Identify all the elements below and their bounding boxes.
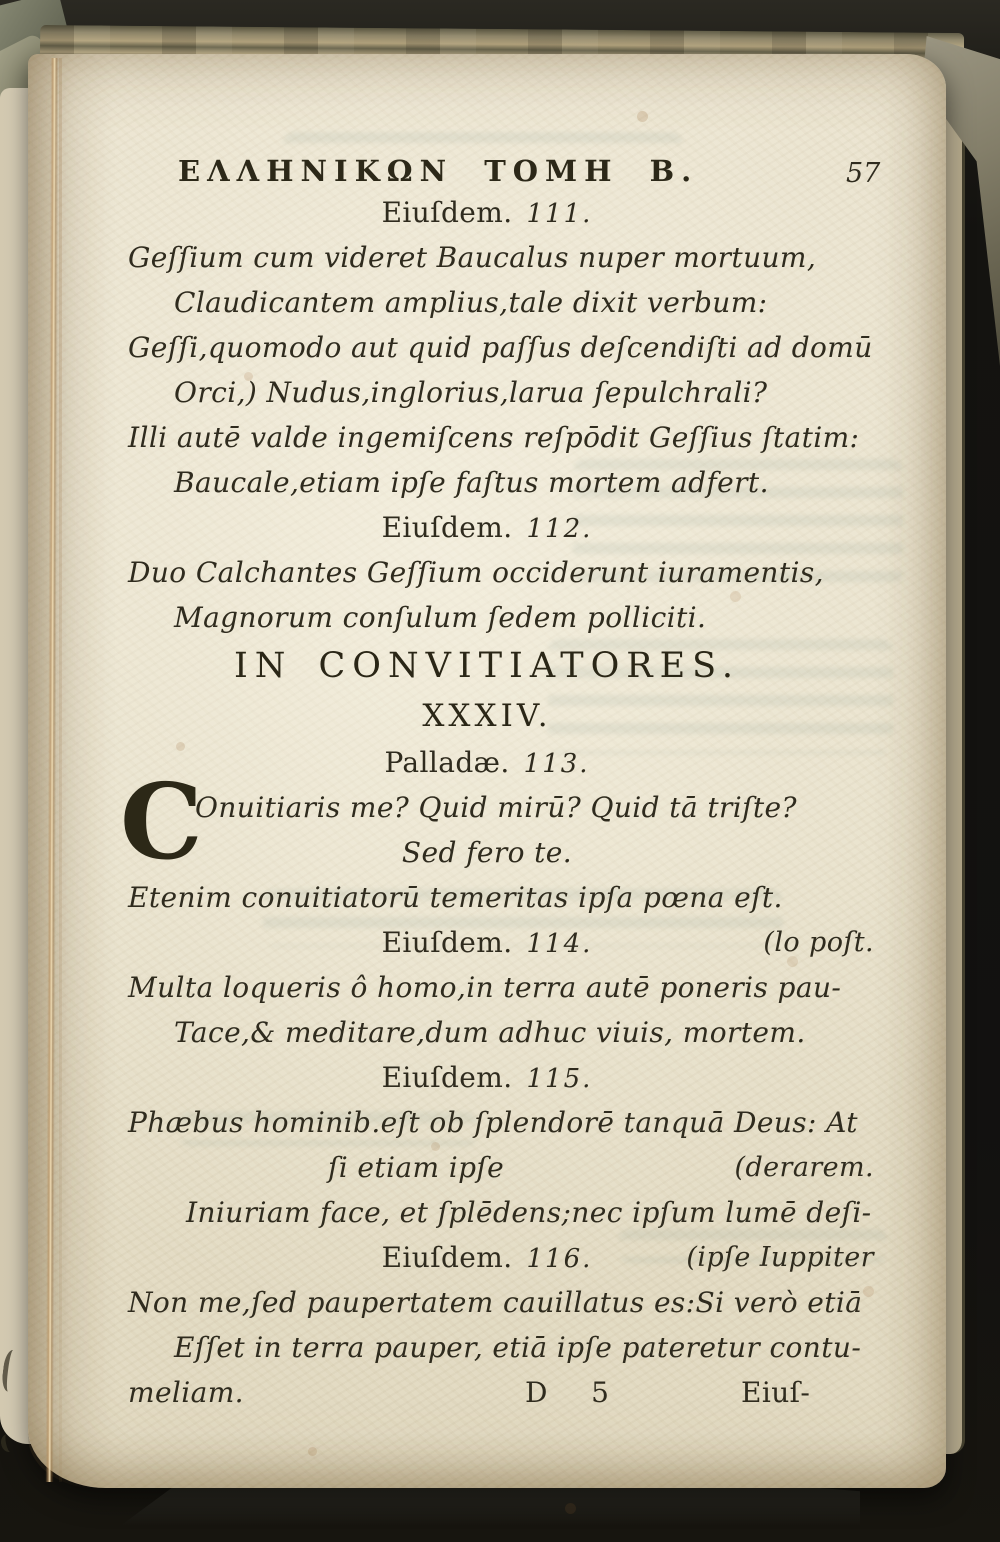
text-line [28,595,946,640]
book-page [28,54,946,1488]
text-line [28,1145,946,1190]
text-line [28,692,946,740]
verse-text: Orci,) Nudus,inglorius,larua ſepulchrali? [174,376,768,409]
verse-text: Onuitiaris me? Quid mirū? Quid tā triſte? [195,791,797,824]
text-line [28,1190,946,1235]
verse-text: meliam. [128,1376,244,1409]
verse-text: Geſſi,quomodo aut quid paſſus deſcendiſti ad domū [128,331,873,364]
foxing-specks [28,54,33,59]
verse-text: Etenim conuitiatorū temeritas ipſa pœna eſt. [128,881,783,914]
verse-text: Baucale,etiam ipſe faſtus mortem adfert. [174,466,769,499]
verse-text: Multa loqueris ô homo,in terra autē poneris pau- [128,971,842,1004]
heading-text: Eiuſdem. [381,1241,513,1274]
text-line [28,190,946,235]
epigram-number: 111. [526,199,593,229]
text-line [28,460,946,505]
text-line [28,1280,946,1325]
text-line [28,965,946,1010]
verse-text: XXXIV. [422,698,552,734]
text-line [28,325,946,370]
verse-text: Iniuriam face, et ſplēdens;nec ipſum lumē deſi- [186,1196,872,1229]
text-line [28,920,946,965]
verse-text: Duo Calchantes Geſſium occiderunt iuramentis, [128,556,824,589]
drop-cap: C [120,760,203,883]
text-line [28,640,946,692]
epigram-number: 116. [526,1244,593,1274]
text-line [28,280,946,325]
epigram-number: 115. [526,1064,593,1094]
text-line [28,550,946,595]
text-line [28,505,946,550]
heading-text: Eiuſdem. [381,1061,513,1094]
verse-text: Geſſium cum videret Baucalus nuper mortuum, [128,241,817,274]
signature-mark: D 5 [525,1376,610,1409]
verse-text: Sed fero te. [401,836,573,869]
facing-page-mark [1,1349,23,1393]
text-line [28,1325,946,1370]
heading-text: Eiuſdem. [381,511,513,544]
heading-text: Eiuſdem. [381,926,513,959]
text-line [28,1235,946,1280]
text-line [28,415,946,460]
side-note: (lo poſt. [763,927,874,958]
text-line [28,1100,946,1145]
epigram-number: 114. [526,929,593,959]
side-note: (ipſe Iuppiter [686,1242,874,1273]
heading-text: Eiuſdem. [381,196,513,229]
facing-page-mark [0,1433,18,1454]
verse-text: Non me,ſed paupertatem cauillatus es:Si verò etiā [128,1286,863,1319]
verse-text: Claudicantem amplius,tale dixit verbum: [174,286,768,319]
verse-text: Illi autē valde ingemiſcens reſpōdit Geſſius ſtatim: [128,421,860,454]
text-line [28,1055,946,1100]
page-number: 57 [846,158,881,189]
verse-text: ſi etiam ipſe [328,1151,505,1184]
text-line [28,1370,946,1415]
verse-text: Magnorum conſulum ſedem polliciti. [174,601,707,634]
text-line [28,1010,946,1055]
side-note: (derarem. [734,1152,874,1183]
verse-text: Phæbus hominib.eſt ob ſplendorē tanquā Deus: At [128,1106,858,1139]
verse-text: Eſſet in terra pauper, etiā ipſe pateretur contu- [174,1331,862,1364]
catchword: Eiuſ- [741,1376,811,1409]
text-line [28,235,946,280]
heading-text: Palladæ. [384,746,510,779]
verse-text: IN CONVITIATORES. [233,646,741,686]
epigram-number: 112. [526,514,593,544]
text-line [28,370,946,415]
verse-text: Tace,& meditare,dum adhuc viuis, mortem. [174,1016,806,1049]
epigram-number: 113. [523,749,590,779]
running-header: ΕΛΛΗΝΙΚΩΝ ΤΟΜΗ Β. [178,154,699,188]
